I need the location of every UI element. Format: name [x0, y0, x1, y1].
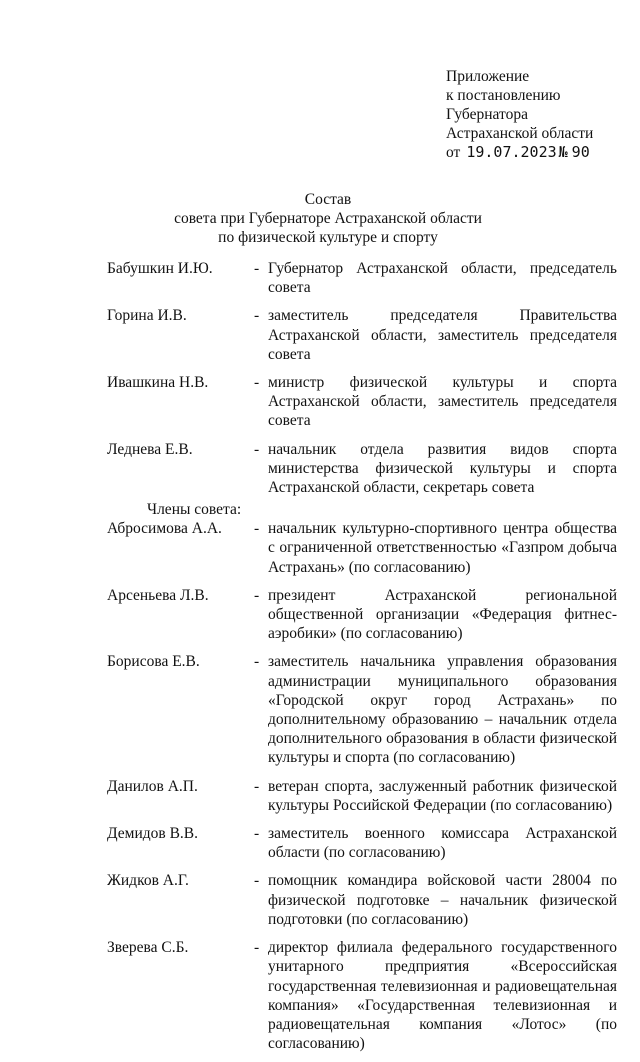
member-role: директор филиала федерального государственного унитарного предприятия «Всероссийская государственная телевизионная и радиовещательная компания» «Государственная телевизионная и радиовещательная компания «Лотос» (по согласованию)	[268, 939, 617, 1053]
roster-entry	[107, 871, 617, 929]
member-name: Демидов В.В.	[107, 825, 199, 843]
dash-separator: -	[254, 872, 260, 890]
roster-entry	[107, 373, 617, 431]
member-role: помощник командира войсковой части 28004 по физической подготовке – начальник физической подготовки (по согласованию)	[268, 872, 617, 928]
member-name: Данилов А.П.	[107, 777, 198, 795]
number-value: 90	[571, 143, 590, 161]
dash-separator: -	[254, 374, 260, 392]
roster-entry	[107, 440, 617, 498]
roster-entry	[107, 652, 617, 767]
member-role: заместитель военного комиссара Астраханской области (по согласованию)	[268, 825, 617, 862]
member-role: ветеран спорта, заслуженный работник физической культуры Российской Федерации (по согласованию)	[268, 777, 617, 814]
member-role: начальник культурно-спортивного центра общества с ограниченной ответственностью «Газпром добыча Астрахань» (по согласованию)	[268, 520, 617, 576]
member-name: Ивашкина Н.В.	[107, 374, 209, 392]
dash-separator: -	[254, 653, 260, 671]
appendix-block	[446, 67, 636, 162]
member-name: Горина И.В.	[107, 307, 187, 325]
roster-entry	[107, 777, 617, 815]
council-roster	[107, 259, 617, 1062]
title-line: по физической культуре и спорту	[218, 229, 438, 246]
appendix-line: к постановлению	[446, 87, 561, 104]
member-role: министр физической культуры и спорта Астраханской области, заместитель председателя совета	[268, 374, 617, 430]
dash-separator: -	[254, 307, 260, 325]
roster-entry	[107, 938, 617, 1053]
number-sign: №	[558, 143, 568, 161]
member-role: президент Астраханской региональной общественной организации «Федерация фитнес-аэробики» (по согласованию)	[268, 586, 617, 643]
appendix-line: Астраханской области	[446, 125, 594, 142]
dash-separator: -	[254, 586, 260, 604]
member-name: Абросимова А.А.	[107, 520, 222, 538]
dash-separator: -	[254, 520, 260, 538]
roster-entry	[107, 259, 617, 297]
date-value: 19.07.2023	[466, 143, 557, 161]
title-line: совета при Губернаторе Астраханской области	[174, 210, 482, 227]
member-name: Арсеньева Л.В.	[107, 586, 209, 604]
member-name: Зверева С.Б.	[107, 939, 189, 957]
appendix-line: Губернатора	[446, 106, 528, 123]
document-title	[0, 190, 640, 247]
dash-separator: -	[254, 777, 260, 795]
member-role: заместитель начальника управления образования администрации муниципального образования «Городской округ город Астрахань» по дополнительному образованию – начальник отдела дополнительного образования в области физической культуры и спорта (по согласованию)	[268, 653, 617, 767]
dash-separator: -	[254, 260, 260, 277]
member-name: Борисова Е.В.	[107, 653, 200, 671]
date-prefix: от	[446, 144, 461, 161]
dash-separator: -	[254, 825, 260, 843]
roster-entry	[107, 824, 617, 862]
dash-separator: -	[254, 440, 260, 458]
roster-entry	[107, 306, 617, 364]
member-role: заместитель председателя Правительства Астраханской области, заместитель председателя совета	[268, 307, 617, 363]
members-heading: Члены совета:	[147, 501, 242, 519]
member-name: Жидков А.Г.	[107, 872, 189, 890]
member-role: Губернатор Астраханской области, председатель совета	[268, 260, 617, 297]
appendix-line: Приложение	[446, 68, 530, 85]
title-line: Состав	[304, 191, 352, 208]
appendix-date-line	[446, 143, 636, 162]
roster-entry	[107, 519, 617, 577]
member-role: начальник отдела развития видов спорта министерства физической культуры и спорта Астраханской области, секретарь совета	[268, 440, 617, 497]
member-name: Леднева Е.В.	[107, 440, 193, 458]
member-name: Бабушкин И.Ю.	[107, 260, 213, 277]
roster-entry	[107, 586, 617, 644]
dash-separator: -	[254, 939, 260, 957]
